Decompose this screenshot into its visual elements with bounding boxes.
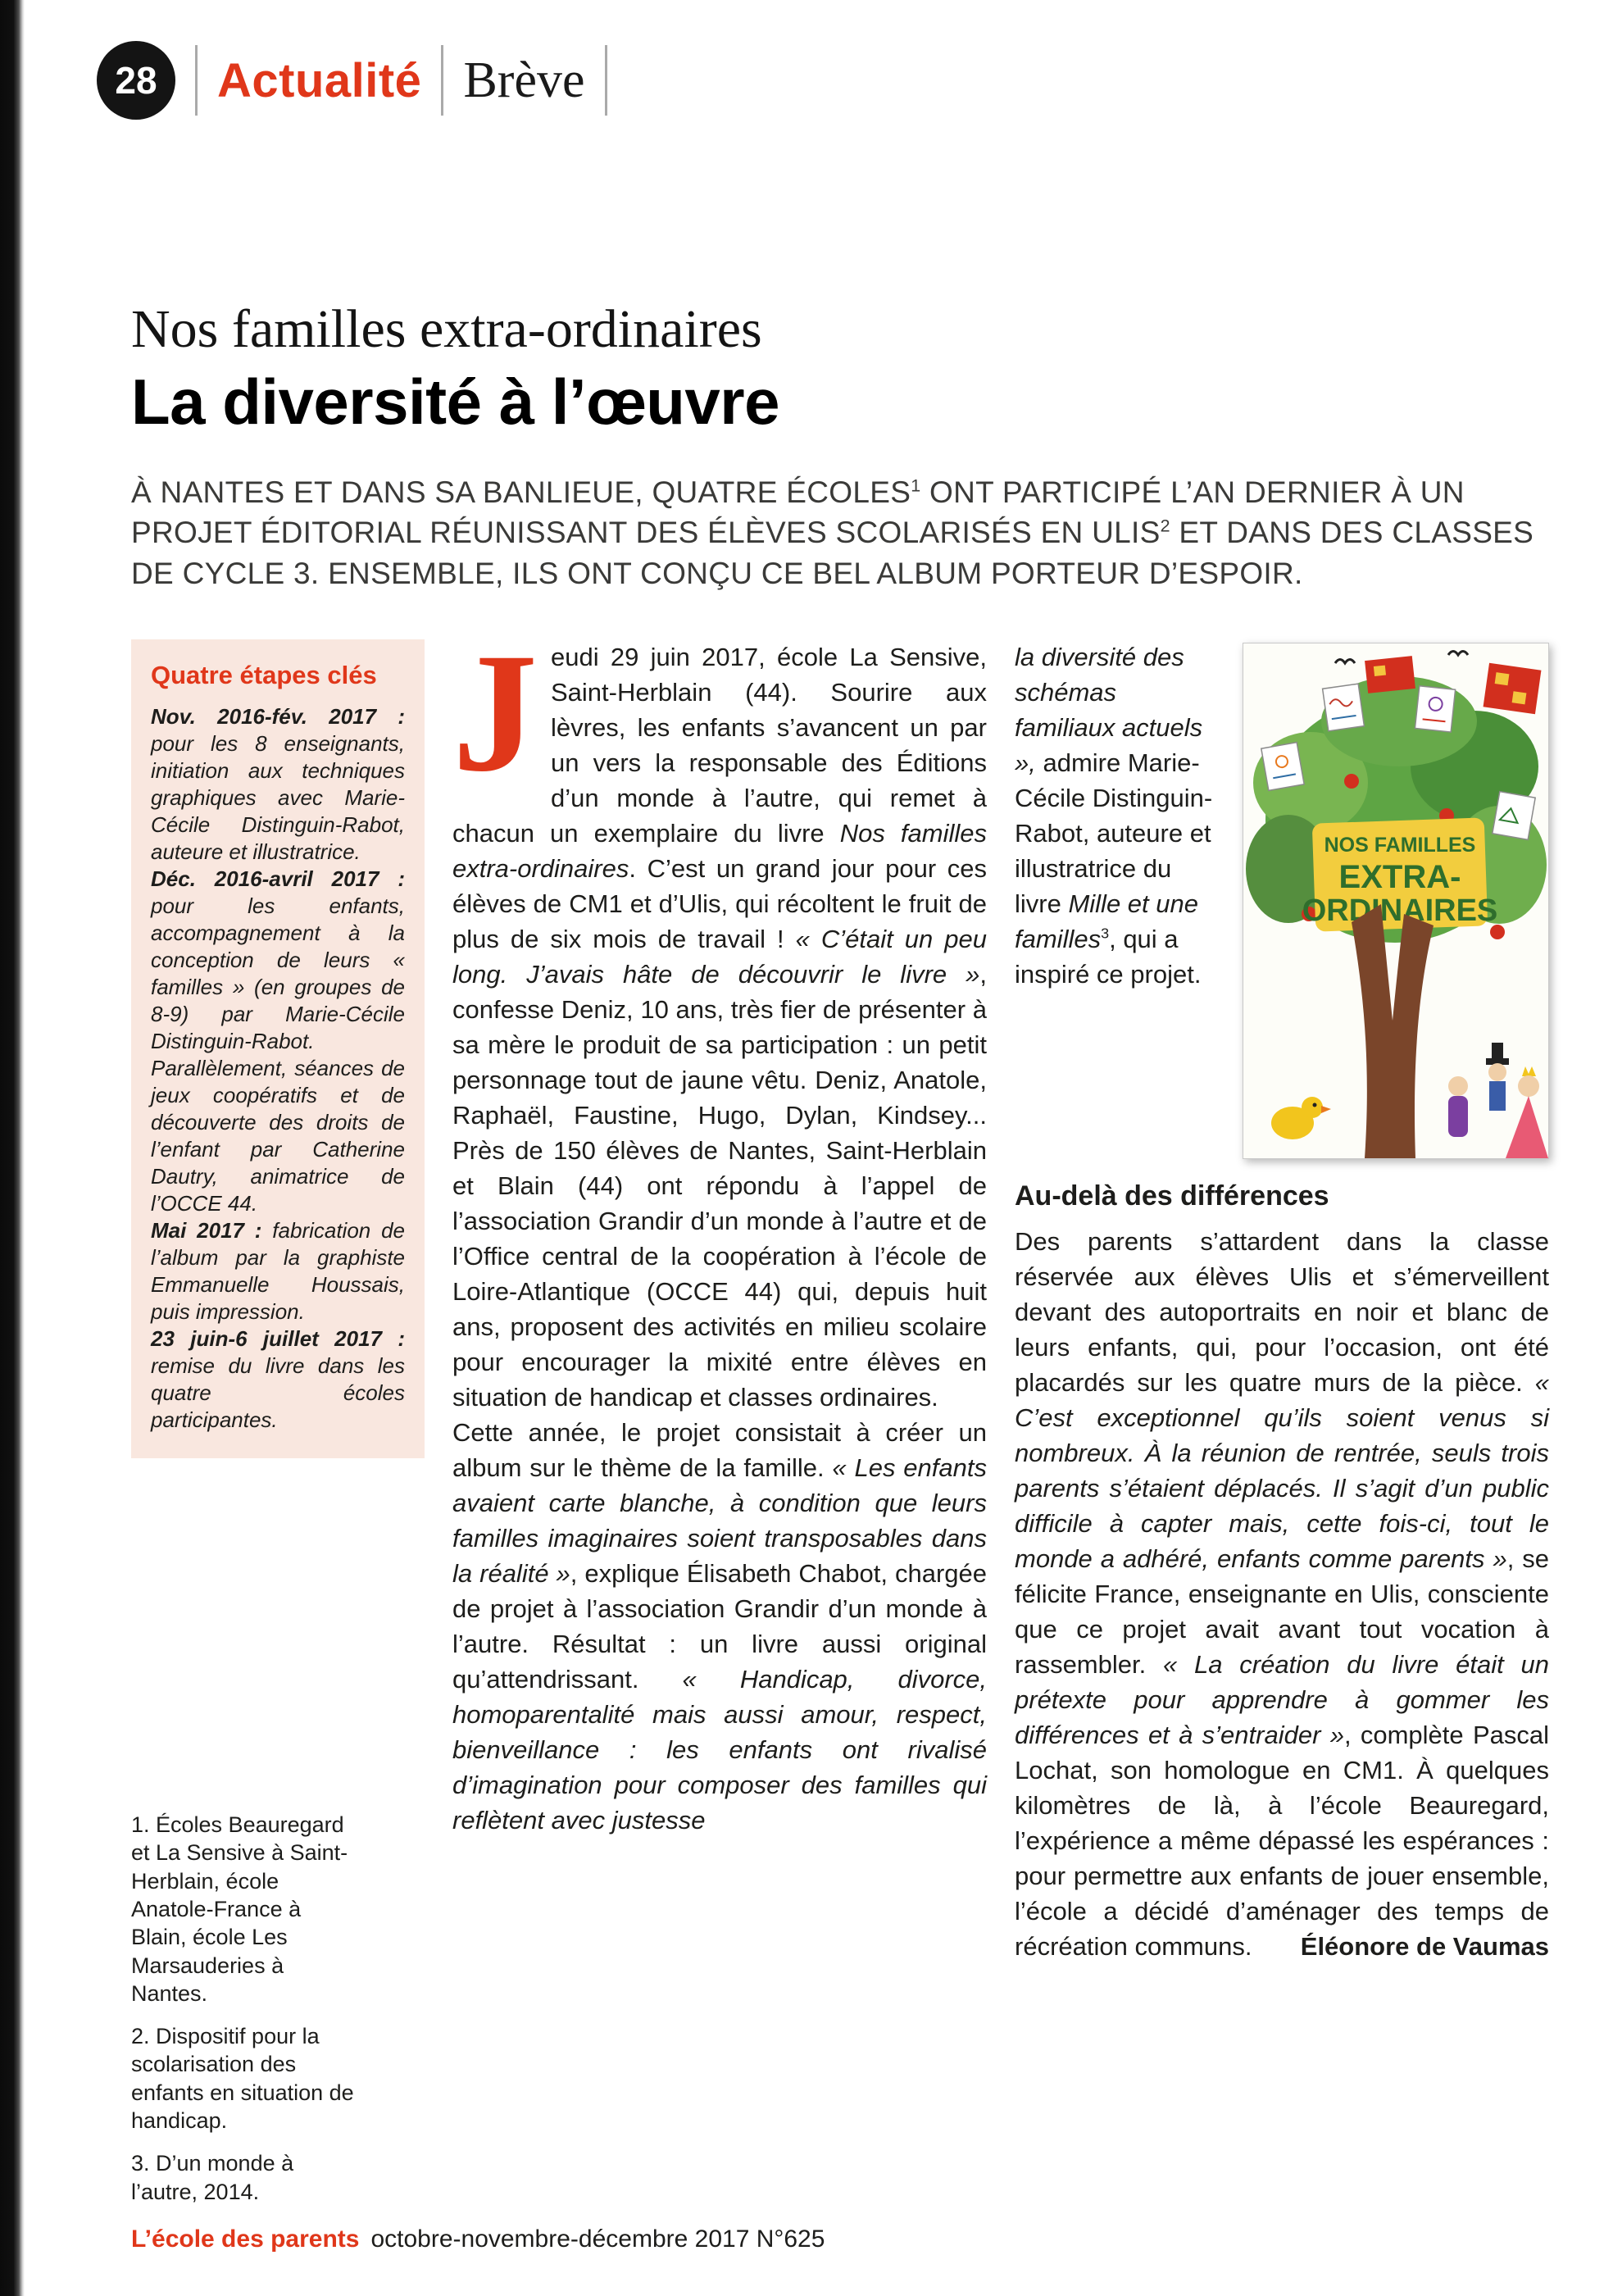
article-standfirst: À NANTES ET DANS SA BANLIEUE, QUATRE ÉCOLES$^1$ ONT PARTICIPÉ L’AN DERNIER À UN PROJET ÉDITORIAL RÉUNISSANT DES ÉLÈVES SCOLARISÉS EN ULIS$^2$ ET DANS DES CLASSES DE CYCLE 3. ENSEMBLE, ILS ONT CONÇU CE BEL ALBUM PORTEUR D’ESPOIR. [131,475,1534,590]
page-header [0,0,1613,120]
paragraph-2: Cette année, le projet consistait à créer un album sur le thème de la famille. « Les enfants avaient carte blanche, à condition que leurs familles imaginaires soient transposables dans la réalité », explique Élisabeth Chabot, chargée de projet à l’association Grandir d’un monde à l’autre. Résultat : un livre aussi original qu’attendrissant. « Handicap, divorce, homoparentalité mais aussi amour, respect, bienveillance : les enfants ont rivalisé d’imagination pour composer des familles qui reflètent avec justesse [452,1417,987,1835]
magazine-name: L’école des parents [131,2226,360,2253]
page-number-badge [97,41,175,120]
sidebar-box [131,639,425,1458]
step-text: pour les enfants, accompagnement à la conception de leurs « familles » (en groupes de 8-9) par Marie-Cécile Distinguin-Rabot. Parallèlement, séances de jeux coopératifs et de découverte des droits de l’enfant par Catherine Dautry, animatrice de l’OCCE 44. [151,893,405,1216]
article-kicker: Nos familles extra-ordinaires [131,299,762,359]
footer-issue: octobre-novembre-décembre 2017 N°625 [370,2226,825,2253]
scan-edge [0,0,25,2296]
header-divider [441,45,443,116]
step-date: Mai 2017 : [151,1218,262,1243]
article [0,299,1613,2221]
step-text: pour les 8 enseignants, initiation aux techniques graphiques avec Marie-Cécile Distinguin-Rabot, auteure et illustratrice. [151,730,405,864]
header-divider [195,45,198,116]
article-column-1 [452,617,987,2221]
step-date: 23 juin-6 juillet 2017 : [151,1326,405,1352]
book-cover-illustration [1243,643,1548,1158]
sidebar-title: Quatre étapes clés [151,660,377,689]
paragraph-1 [452,617,987,1415]
step-text: remise du livre dans les quatre écoles participantes. [151,1353,405,1433]
drop-cap: J [452,617,538,807]
page-footer [131,2226,825,2253]
section-label: Actualité [217,53,422,107]
section-subhead: Au-delà des différences [1015,1180,1329,1212]
sidebar-step [151,1217,405,1325]
book-title-line3: ORDINAIRES [1302,893,1498,928]
sidebar-step [151,866,405,1217]
book-cover [1243,643,1549,1159]
figure-purple [1448,1076,1468,1137]
book-title-line1: NOS FAMILLES [1324,833,1476,857]
paragraph-2-continued: la diversité des schémas familiaux actuels », admire Marie-Cécile Distinguin-Rabot, auteure et illustratrice du livre Mille et une familles$^3$, qui a inspiré ce projet. [1015,642,1213,989]
book-title-panel [1302,817,1498,931]
left-column [131,639,425,2221]
article-columns [131,617,1549,2221]
footnotes [131,1811,354,2206]
footnote-3: 3. D’un monde à l’autre, 2014. [131,2151,294,2204]
paragraph-3: Des parents s’attardent dans la classe réservée aux élèves Ulis et s’émerveillent devant des autoportraits en noir et blanc de leurs enfants, qui, pour l’occasion, ont été placardés sur les quatre murs de la pièce. « C’est exceptionnel qu’ils soient venus si nombreux. À la réunion de rentrée, seuls trois parents s’étaient déplacés. Il s’agit d’un public difficile à capter mais, cette fois-ci, tout le monde a adhéré, enfants comme parents », se félicite France, enseignante en Ulis, consciente que ce projet avait avant tout vocation à rassembler. « La création du livre était un prétexte pour apprendre à gommer les différences et à s’entraider », complète Pascal Lochat, son homologue en CM1. À quelques kilomètres de là, à l’école Beauregard, l’expérience a même dépassé les espérances : pour permettre aux enfants de jouer ensemble, l’école a décidé d’aménager des temps de récréation communs. [1015,1226,1549,1961]
step-text: fabrication de l’album par la graphiste Emmanuelle Houssais, puis impression. [151,1218,405,1325]
article-column-2 [1015,639,1549,2221]
article-title: La diversité à l’œuvre [131,365,779,438]
author-byline: Éléonore de Vaumas [1300,1931,1549,1961]
step-date: Déc. 2016-avril 2017 : [151,866,405,891]
step-date: Nov. 2016-fév. 2017 : [151,703,405,729]
book-title-line2: EXTRA- [1338,858,1461,895]
footnote-2: 2. Dispositif pour la scolarisation des enfants en situation de handicap. [131,2024,354,2134]
page-number: 28 [115,59,157,102]
subsection-label: Brève [463,52,585,108]
footnote-1: 1. Écoles Beauregard et La Sensive à Saint-Herblain, école Anatole-France à Blain, école Les Marsauderies à Nantes. [131,1812,348,2006]
sidebar-step [151,703,405,866]
sidebar-step [151,1325,405,1434]
header-divider [605,45,607,116]
paragraph-1-text: eudi 29 juin 2017, école La Sensive, Saint-Herblain (44). Sourire aux lèvres, les enfants s’avancent un par un vers la responsable des Éditions d’un monde à l’autre, qui remet à chacun un exemplaire du livre Nos familles extra-ordinaires. C’est un grand jour pour ces élèves de CM1 et d’Ulis, qui récoltent le fruit de plus de six mois de travail ! « C’était un peu long. J’avais hâte de découvrir le livre », confesse Deniz, 10 ans, très fier de présenter à sa mère le produit de sa participation : un petit personnage tout de jaune vêtu. Deniz, Anatole, Raphaël, Faustine, Hugo, Dylan, Kindsey... Près de 150 élèves de Nantes, Saint-Herblain et Blain (44) ont répondu à l’appel de l’association Grandir d’un monde à l’autre et de l’Office central de la coopération à l’école de Loire-Atlantique (OCCE 44) qui, depuis huit ans, proposent des activités en milieu scolaire pour encourager la mixité entre élèves en situation de handicap et classes ordinaires. [452,642,987,1412]
